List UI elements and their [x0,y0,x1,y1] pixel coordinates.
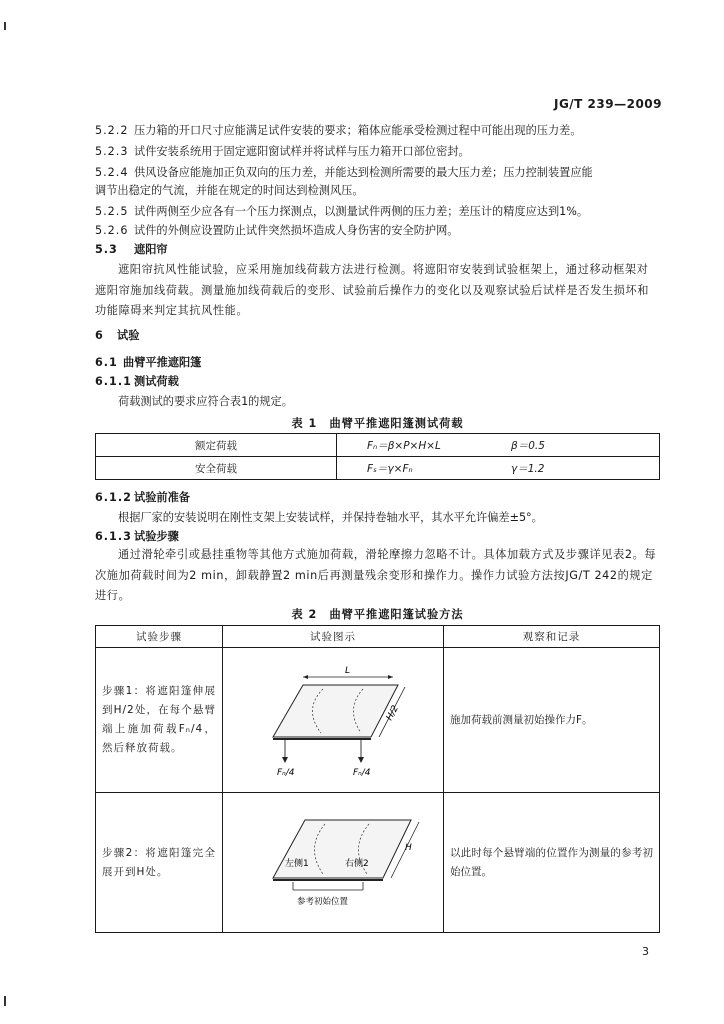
paragraph-6-1-3: 通过滑轮牵引或悬挂重物等其他方式施加荷载，滑轮摩擦力忽略不计。具体加载方式及步骤详见表2。每次施加荷载时间为2 min，卸载静置2 min后再测量残余变形和操作力。操作力试验方法按JG/T 242的规定进行。 [95,548,657,602]
table-1-cell-label: 安全荷载 [96,457,337,480]
heading-5-3: 5.3 遮阳帘 [95,243,168,256]
table-2-step-2: 步骤2：将遮阳篷完全展开到H处。 [96,793,223,933]
table-1-cell-formula: Fₛ＝γ×Fₙ [337,457,492,480]
arrow-head-icon [303,675,308,679]
clause-5-2-5: 5.2.5 试件两侧至少应各有一个压力探测点，以测量试件两侧的压力差；差压计的精度应达到1%。 [95,205,589,218]
clause-5-2-4-cont: 调节出稳定的气流，并能在规定的时间达到检测风压。 [95,184,364,197]
heading-6-1-3: 6.1.3 试验步骤 [95,530,179,543]
table-2-header-step: 试验步骤 [96,626,223,648]
page-number: 3 [642,945,649,958]
table-2-figure-1 [223,648,444,793]
table-2-header-observe: 观察和记录 [444,626,660,648]
table-1-cell-formula: Fₙ＝β×P×H×L [337,434,492,457]
clause-5-2-6: 5.2.6 试件的外侧应设置防止试件突然损坏造成人身伤害的安全防护网。 [95,224,459,237]
load-left-label: Fₙ/4 [277,767,295,778]
load-right-label: Fₙ/4 [353,767,371,778]
table-header-row [96,626,660,648]
heading-6: 6 试验 [95,329,140,342]
dim-h2-label: H/2 [384,703,401,722]
table-row [96,793,660,933]
table-2-caption: 表 2 曲臂平推遮阳篷试验方法 [291,608,464,621]
reference-position-label: 参考初始位置 [297,897,349,907]
table-1-caption: 表 1 曲臂平推遮阳篷测试荷载 [291,417,464,430]
table-2-header-figure: 试验图示 [223,626,444,648]
clause-5-2-4: 5.2.4 供风设备应能施加正负双向的压力差，并能达到检测所需要的最大压力差；压力控制装置应能 [95,166,593,179]
awning-step2-diagram [233,806,433,916]
table-2-step-1: 步骤1：将遮阳篷伸展到H/2处，在每个悬臂端上施加荷载Fₙ/4，然后释放荷载。 [96,648,223,793]
down-arrow-icon [358,757,364,763]
table-2-observe-1: 施加荷载前测量初始操作力F。 [444,648,660,793]
down-arrow-icon [282,757,288,763]
paragraph-6-1-1: 荷载测试的要求应符合表1的规定。 [118,395,293,408]
paragraph-5-3: 遮阳帘抗风性能试验，应采用施加线荷载方法进行检测。将遮阳帘安装到试验框架上，通过移动框架对遮阳帘施加线荷载。测量施加线荷载后的变形、试验前后操作力的变化以及观察试验后试样是否发生损坏和功能障碍来判定其抗风性能。 [95,263,650,317]
standard-code: JG/T 239—2009 [553,97,662,111]
clause-5-2-3: 5.2.3 试件安装系统用于固定遮阳窗试样并将试样与压力箱开口部位密封。 [95,145,470,158]
table-2-observe-2: 以此时每个悬臂端的位置作为测量的参考初始位置。 [444,793,660,933]
heading-6-1-1: 6.1.1 测试荷载 [95,375,179,388]
table-2 [95,625,660,933]
table-2-figure-2 [223,793,444,933]
scan-mark-top [4,22,6,30]
table-1-cell-param: β＝0.5 [491,434,660,457]
table-row [96,434,660,457]
table-row [96,648,660,793]
dim-l-label: L [345,665,351,676]
awning-panel [273,685,398,737]
awning-step1-diagram [233,659,433,779]
scan-mark-bottom [4,996,6,1006]
dim-h-label: H [405,843,412,853]
table-1 [95,433,660,480]
clause-5-2-2: 5.2.2 压力箱的开口尺寸应能满足试件安装的要求；箱体应能承受检测过程中可能出现的压力差。 [95,124,582,137]
paragraph-6-1-2: 根据厂家的安装说明在刚性支架上安装试样，并保持卷轴水平，其水平允许偏差±5°。 [118,511,543,524]
heading-6-1-2: 6.1.2 试验前准备 [95,491,190,504]
table-row [96,457,660,480]
heading-6-1: 6.1 曲臂平推遮阳篷 [95,356,202,369]
arrow-head-icon [388,675,393,679]
table-1-cell-label: 额定荷载 [96,434,337,457]
awning-panel [273,820,411,878]
table-1-cell-param: γ＝1.2 [491,457,660,480]
right-side-label: 右侧2 [345,859,369,869]
left-side-label: 左侧1 [285,859,309,869]
